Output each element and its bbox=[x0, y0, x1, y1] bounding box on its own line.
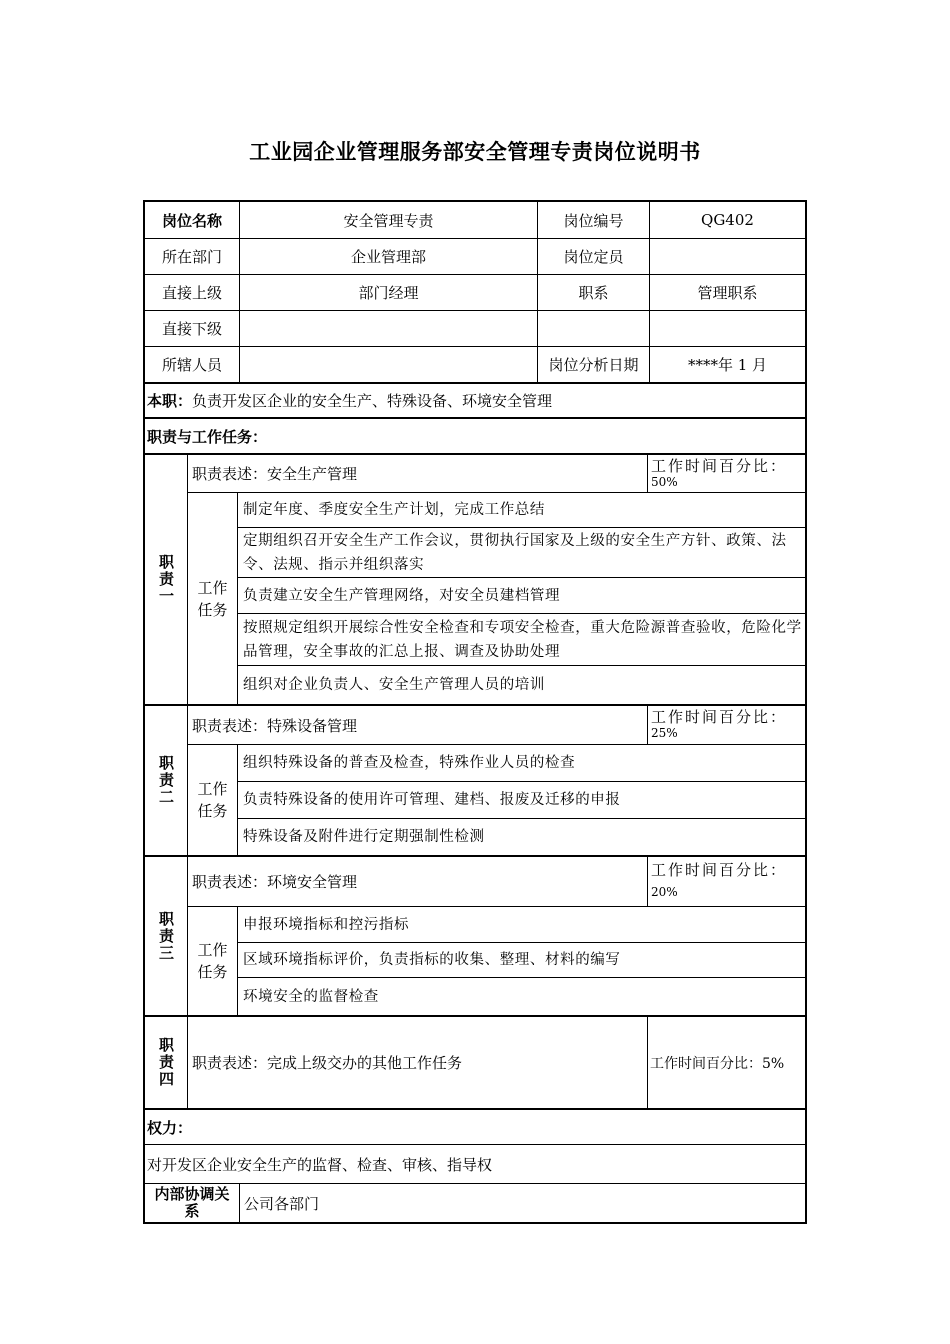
time-percent-value: 20% bbox=[651, 885, 678, 899]
duty-description: 职责表述：完成上级交办的其他工作任务 bbox=[192, 1054, 463, 1072]
job-description-table bbox=[143, 200, 807, 1224]
time-percent-label: 工作时间百分比： bbox=[651, 861, 788, 879]
task-item: 按照规定组织开展综合性安全检查和专项安全检查，重大危险源普查验收，危险化学品管理，安全事故的汇总上报、调查及协助处理 bbox=[238, 613, 805, 665]
duty-block bbox=[145, 704, 805, 855]
field-label: 岗位定员 bbox=[537, 239, 649, 274]
info-row bbox=[145, 202, 805, 238]
task-item: 区域环境指标评价，负责指标的收集、整理、材料的编写 bbox=[238, 942, 805, 977]
task-item: 组织对企业负责人、安全生产管理人员的培训 bbox=[238, 665, 805, 704]
field-value bbox=[239, 311, 537, 346]
duty-label: 职责一 bbox=[145, 455, 188, 704]
authority-header-row bbox=[145, 1108, 805, 1144]
task-item: 环境安全的监督检查 bbox=[238, 977, 805, 1015]
task-item: 制定年度、季度安全生产计划，完成工作总结 bbox=[243, 502, 545, 518]
task-item: 申报环境指标和控污指标 bbox=[243, 916, 410, 933]
main-duty-row bbox=[145, 382, 805, 417]
authority-text: 对开发区企业安全生产的监督、检查、审核、指导权 bbox=[147, 1155, 493, 1174]
info-row bbox=[145, 346, 805, 382]
duties-header-row bbox=[145, 417, 805, 453]
field-value: 部门经理 bbox=[239, 275, 537, 310]
time-percent-value: 50% bbox=[651, 475, 678, 489]
internal-coordination-row bbox=[145, 1183, 805, 1222]
task-item: 定期组织召开安全生产工作会议，贯彻执行国家及上级的安全生产方针、政策、法令、法规、指示并组织落实 bbox=[238, 527, 805, 577]
task-label: 工作任务 bbox=[188, 493, 238, 704]
field-label: 岗位分析日期 bbox=[537, 347, 649, 382]
task-item: 特殊设备及附件进行定期强制性检测 bbox=[238, 818, 805, 855]
field-value: 安全管理专责 bbox=[239, 202, 537, 238]
info-row bbox=[145, 310, 805, 346]
authority-label: 权力： bbox=[147, 1118, 193, 1137]
duty-label: 职责四 bbox=[145, 1017, 188, 1108]
duty-description: 职责表述：安全生产管理 bbox=[192, 465, 358, 483]
task-item: 负责建立安全生产管理网络，对安全员建档管理 bbox=[238, 577, 805, 613]
time-percent-label: 工作时间百分比： bbox=[651, 457, 788, 475]
field-value bbox=[649, 239, 805, 274]
page-title: 工业园企业管理服务部安全管理专责岗位说明书 bbox=[249, 140, 701, 164]
field-label: 所辖人员 bbox=[161, 356, 222, 374]
task-label: 工作任务 bbox=[188, 745, 238, 855]
internal-coordination-label: 内部协调关系 bbox=[154, 1185, 230, 1220]
duty-label: 职责二 bbox=[145, 706, 188, 855]
duty-description: 职责表述：环境安全管理 bbox=[192, 873, 358, 891]
main-duty-label: 本职： bbox=[147, 392, 193, 410]
duty-label: 职责三 bbox=[145, 857, 188, 1015]
duties-header: 职责与工作任务： bbox=[147, 427, 268, 446]
field-label: 岗位名称 bbox=[161, 211, 222, 230]
field-value: 企业管理部 bbox=[239, 239, 537, 274]
info-row bbox=[145, 238, 805, 274]
time-percent-value: 工作时间百分比：5% bbox=[647, 1017, 805, 1108]
field-value: ****年 1 月 bbox=[649, 347, 805, 382]
task-label: 工作任务 bbox=[188, 907, 238, 1015]
time-percent-value: 25% bbox=[651, 726, 678, 740]
authority-row bbox=[145, 1144, 805, 1183]
field-label: 直接上级 bbox=[161, 284, 222, 302]
task-item: 组织特殊设备的普查及检查，特殊作业人员的检查 bbox=[243, 755, 576, 771]
field-label: 所在部门 bbox=[161, 248, 222, 266]
main-duty-text: 负责开发区企业的安全生产、特殊设备、环境安全管理 bbox=[192, 392, 553, 410]
field-label: 直接下级 bbox=[161, 320, 222, 338]
time-percent-label: 工作时间百分比： bbox=[651, 708, 788, 726]
field-label bbox=[537, 311, 649, 346]
duty-block bbox=[145, 453, 805, 704]
task-item: 负责特殊设备的使用许可管理、建档、报废及迁移的申报 bbox=[238, 781, 805, 818]
field-value: 管理职系 bbox=[649, 275, 805, 310]
field-value bbox=[649, 311, 805, 346]
duty-description: 职责表述：特殊设备管理 bbox=[192, 716, 358, 735]
duty-block bbox=[145, 1015, 805, 1108]
field-value: QG402 bbox=[649, 202, 805, 238]
info-row bbox=[145, 274, 805, 310]
field-value bbox=[239, 347, 537, 382]
duty-block bbox=[145, 855, 805, 1015]
field-label: 职系 bbox=[537, 275, 649, 310]
field-label: 岗位编号 bbox=[537, 202, 649, 238]
internal-coordination-text: 公司各部门 bbox=[239, 1184, 805, 1222]
